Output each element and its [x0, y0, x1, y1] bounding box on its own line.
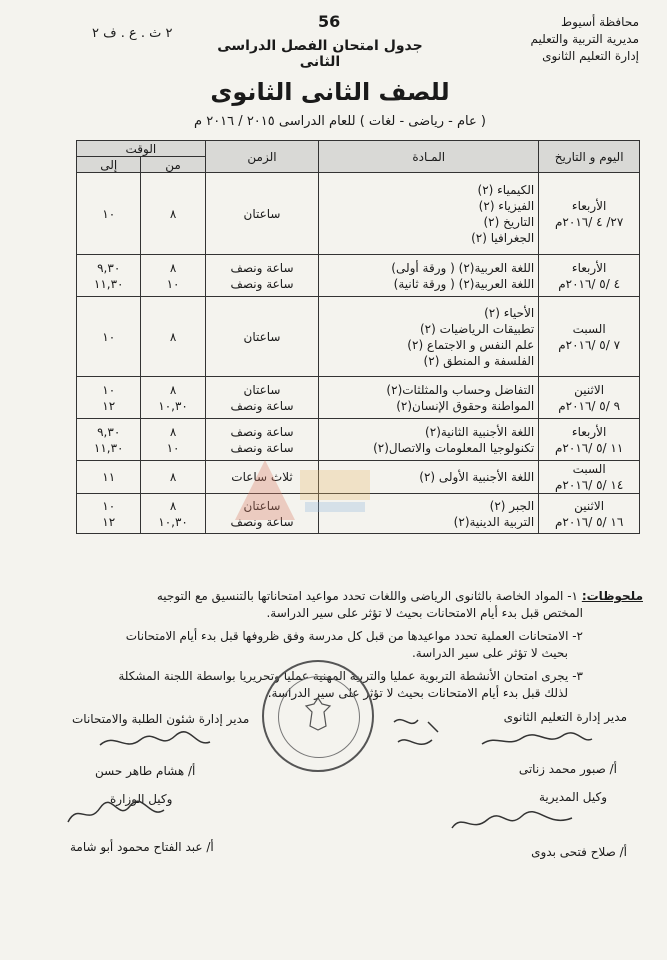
- subject-cell-line: علم النفس و الاجتماع (٢): [407, 337, 535, 352]
- subject-cell-line: التفاضل وحساب والمثلثات(٢): [386, 382, 535, 397]
- to-time-cell: [77, 377, 141, 419]
- to-time-cell-line: ١٠: [102, 206, 116, 221]
- note-3-line-1: ٣- يجرى امتحان الأنشطة التربوية عمليا والتربية المهنية عمليا وتحريريا بواسطة اللجنة المشكلة: [118, 669, 583, 683]
- from-time-cell-line: ١٠: [166, 276, 180, 291]
- notes-label: ملحوظات:: [581, 589, 643, 603]
- subject-cell-line: اللغة العربية(٢) ( ورقة أولى): [391, 260, 535, 275]
- from-time-cell: [141, 255, 205, 297]
- day-date-cell: [539, 173, 640, 255]
- duration-cell: [205, 377, 319, 419]
- note-3-line-2: لذلك قبل بدء أيام الامتحانات بحيث لا تؤثر على سير الدراسة.: [267, 686, 568, 700]
- date-label: ٤ /٥ /٢٠١٦م: [558, 276, 621, 291]
- subject-cell-line: التربية الدينية(٢): [453, 514, 535, 529]
- subject-cell: [319, 377, 539, 419]
- from-time-cell-line: ١٠,٣٠: [158, 398, 188, 413]
- header-to: إلى: [77, 157, 141, 173]
- governorate-label: محافظة أسيوط: [561, 15, 639, 29]
- to-time-cell: [77, 255, 141, 297]
- sig-title-deputy-directorate: وكيل المديرية: [539, 790, 607, 804]
- schedule-row: [77, 255, 640, 297]
- header-subject: المـادة: [319, 141, 539, 173]
- sig-name-undersecretary: أ/ عبد الفتاح محمود أبو شامة: [70, 840, 214, 854]
- day-date-cell: [539, 297, 640, 377]
- from-time-cell: [141, 419, 205, 461]
- subject-cell-line: اللغة العربية(٢) ( ورقة ثانية): [393, 276, 535, 291]
- to-time-cell-line: ١١,٣٠: [93, 440, 124, 455]
- signature-secondary-ed: [477, 730, 597, 752]
- from-time-cell-line: ٨: [169, 206, 177, 221]
- official-seal: [262, 660, 374, 772]
- to-time-cell: [77, 297, 141, 377]
- day-label: السبت: [572, 462, 606, 476]
- subject-cell-line: الأحياء (٢): [484, 305, 535, 320]
- day-date-cell: [539, 255, 640, 297]
- from-time-cell: [141, 297, 205, 377]
- duration-cell-line: ساعتان: [243, 498, 281, 513]
- to-time-cell-line: ١٠: [102, 382, 116, 397]
- subject-cell-line: الفلسفة و المنطق (٢): [423, 353, 535, 368]
- duration-cell-line: ساعتان: [243, 382, 281, 397]
- form-code: ٢ ث . ع . ف ٢: [92, 26, 173, 41]
- duration-cell-line: ساعتان: [243, 206, 281, 221]
- date-label: ٧ /٥ /٢٠١٦م: [558, 337, 621, 352]
- day-label: السبت: [572, 321, 606, 336]
- subject-cell-line: اللغة الأجنبية الأولى (٢): [419, 470, 535, 484]
- subject-cell-line: التاريخ (٢): [483, 214, 535, 229]
- from-time-cell-line: ٨: [169, 498, 177, 513]
- sig-title-undersecretary: وكيل الوزارة: [110, 792, 173, 806]
- to-time-cell: [77, 494, 141, 534]
- schedule-row: [77, 377, 640, 419]
- day-label: الأربعاء: [571, 424, 607, 439]
- eagle-emblem-icon: [304, 696, 332, 732]
- to-time-cell-line: ١٢: [102, 514, 116, 529]
- watermark-logo: [205, 440, 375, 530]
- day-label: الأربعاء: [571, 260, 607, 275]
- duration-cell-line: ساعة ونصف: [230, 440, 294, 455]
- page-title: للصف الثانى الثانوى: [210, 78, 450, 106]
- duration-cell-line: ساعة ونصف: [230, 398, 294, 413]
- date-label: ١١ /٥ /٢٠١٦م: [554, 440, 624, 455]
- to-time-cell-line: ٩,٣٠: [97, 424, 121, 439]
- signature-student-affairs: [95, 730, 215, 756]
- signature-undersecretary: [60, 792, 173, 832]
- to-time-cell-line: ١٢: [102, 398, 116, 413]
- duration-cell-line: ثلاث ساعات: [231, 470, 293, 484]
- to-time-cell-line: ١١,٣٠: [93, 276, 124, 291]
- duration-cell-line: ساعة ونصف: [230, 424, 294, 439]
- sig-name-deputy-directorate: أ/ صلاح فتحى بدوى: [531, 845, 627, 859]
- header-day-date: اليوم و التاريخ: [539, 141, 640, 173]
- subject-cell: [319, 297, 539, 377]
- duration-cell: [205, 173, 319, 255]
- sig-title-secondary-ed: مدير إدارة التعليم الثانوى: [503, 710, 627, 724]
- subject-cell-line: تكنولوجيا المعلومات والاتصال(٢): [373, 440, 535, 455]
- signature-deputy-directorate: [447, 808, 577, 838]
- header-time: الوقت: [77, 141, 206, 157]
- subject-cell-line: الفيزياء (٢): [478, 198, 535, 213]
- from-time-cell-line: ٨: [169, 260, 177, 275]
- from-time-cell: [141, 461, 205, 494]
- subject-cell-line: المواطنة وحقوق الإنسان(٢): [396, 398, 535, 413]
- to-time-cell: [77, 461, 141, 494]
- from-time-cell: [141, 377, 205, 419]
- header-duration: الزمن: [205, 141, 319, 173]
- day-date-cell: [539, 419, 640, 461]
- subject-cell-line: الجغرافيا (٢): [471, 230, 535, 245]
- from-time-cell-line: ٨: [169, 382, 177, 397]
- subject-cell-line: تطبيقات الرياضيات (٢): [419, 321, 535, 336]
- page-subtitle: ( عام - رياضى - لغات ) للعام الدراسى ٢٠١٥ / ٢٠١٦ م: [194, 114, 486, 129]
- subject-cell: [319, 173, 539, 255]
- sig-title-student-affairs: مدير إدارة شئون الطلبة والامتحانات: [72, 712, 250, 726]
- to-time-cell: [77, 173, 141, 255]
- subject-cell-line: الكيمياء (٢): [477, 182, 535, 197]
- day-date-cell: [539, 461, 640, 494]
- date-label: ١٦ /٥ /٢٠١٦م: [554, 514, 624, 529]
- subject-cell-line: اللغة الأجنبية الثانية(٢): [425, 424, 535, 439]
- from-time-cell: [141, 494, 205, 534]
- sig-name-secondary-ed: أ/ صبور محمد زناتى: [518, 762, 617, 776]
- note-2-line-2: بحيث لا تؤثر على سير الدراسة.: [411, 646, 568, 660]
- schedule-row: [77, 297, 640, 377]
- to-time-cell-line: ٩,٣٠: [97, 260, 121, 275]
- to-time-cell-line: ١٠: [102, 329, 116, 344]
- subject-cell-line: الجبر (٢): [489, 498, 535, 513]
- duration-cell: [205, 255, 319, 297]
- day-label: الاثنين: [574, 382, 605, 397]
- day-date-cell: [539, 494, 640, 534]
- schedule-title: جدول امتحان الفصل الدراسى الثانى: [217, 38, 423, 70]
- day-label: الأربعاء: [571, 198, 607, 213]
- from-time-cell-line: ٨: [169, 424, 177, 439]
- subject-cell: [319, 255, 539, 297]
- date-label: ٩ /٥ /٢٠١٦م: [558, 398, 621, 413]
- page-number: 56: [318, 12, 341, 31]
- day-label: الاثنين: [574, 498, 605, 513]
- date-label: ١٤ /٥ /٢٠١٦م: [554, 478, 624, 492]
- day-date-cell: [539, 377, 640, 419]
- to-time-cell-line: ١٠: [102, 498, 116, 513]
- header-from: من: [141, 157, 205, 173]
- handwritten-initials: [388, 712, 448, 762]
- from-time-cell-line: ١٠,٣٠: [158, 514, 188, 529]
- note-2-line-1: ٢- الامتحانات العملية تحدد مواعيدها من قبل كل مدرسة وفق ظروفها قبل بدء أيام الامتحانات: [125, 629, 583, 643]
- from-time-cell-line: ٨: [169, 329, 177, 344]
- duration-cell-line: ساعة ونصف: [230, 276, 294, 291]
- duration-cell-line: ساعتان: [243, 329, 281, 344]
- note-1-line-1: ١- المواد الخاصة بالثانوى الرياضى واللغات تحدد مواعيد امتحاناتها بالتنسيق مع التوجيه: [156, 589, 578, 603]
- from-time-cell-line: ٨: [169, 470, 177, 484]
- duration-cell-line: ساعة ونصف: [230, 514, 294, 529]
- sig-name-student-affairs: أ/ هشام طاهر حسن: [95, 764, 196, 778]
- to-time-cell: [77, 419, 141, 461]
- issuing-authority-block: [469, 14, 639, 65]
- schedule-row: [77, 173, 640, 255]
- to-time-cell-line: ١١: [102, 470, 116, 484]
- from-time-cell-line: ١٠: [166, 440, 180, 455]
- date-label: ٢٧/ ٤ /٢٠١٦م: [554, 214, 624, 229]
- note-1-line-2: المختص قبل بدء أيام الامتحانات بحيث لا تؤثر على سير الدراسة.: [266, 606, 583, 620]
- duration-cell: [205, 297, 319, 377]
- from-time-cell: [141, 173, 205, 255]
- directorate-label: مديرية التربية والتعليم: [530, 32, 639, 46]
- duration-cell-line: ساعة ونصف: [230, 260, 294, 275]
- department-label: إدارة التعليم الثانوى: [542, 49, 639, 63]
